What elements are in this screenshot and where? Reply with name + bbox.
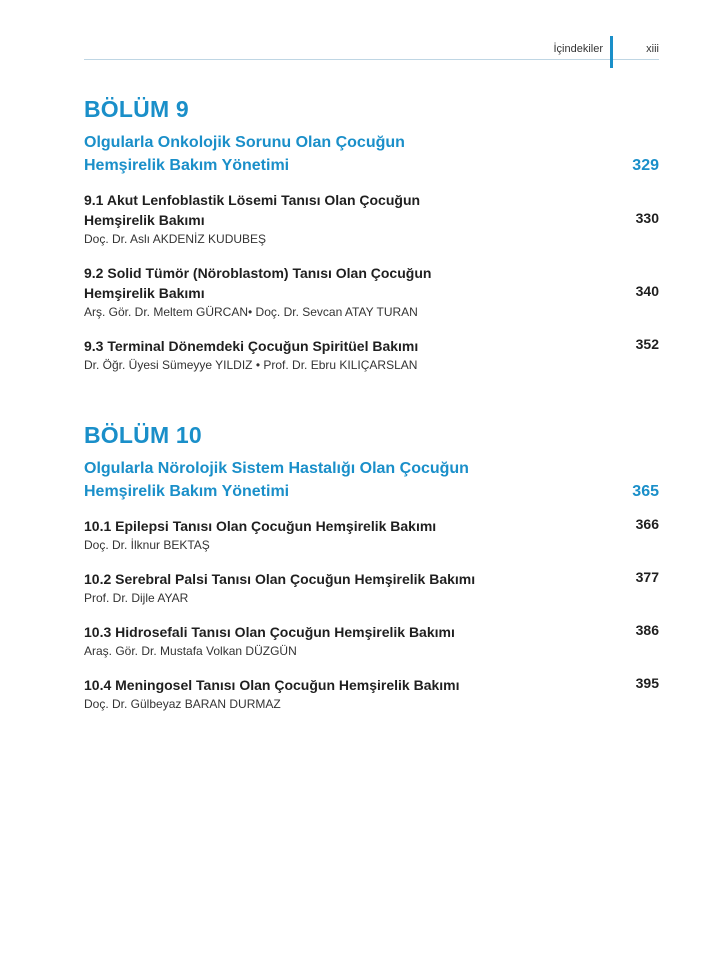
entry-title-line1: 10.4 Meningosel Tanısı Olan Çocuğun Hemşirelik Bakımı bbox=[84, 677, 460, 693]
toc-entry-10-2[interactable] bbox=[84, 569, 659, 607]
entry-page-number: 377 bbox=[635, 569, 659, 585]
entry-title-line1: 10.1 Epilepsi Tanısı Olan Çocuğun Hemşirelik Bakımı bbox=[84, 518, 437, 534]
entry-page-number: 330 bbox=[635, 210, 659, 226]
chapter-10 bbox=[84, 422, 659, 713]
entry-page-number: 340 bbox=[635, 283, 659, 299]
chapter-subtitle-link[interactable] bbox=[84, 131, 659, 177]
toc-entry-10-1[interactable] bbox=[84, 516, 659, 554]
chapter-page-number: 329 bbox=[632, 157, 659, 174]
toc-entry-9-3[interactable] bbox=[84, 336, 659, 374]
toc-entry-9-2[interactable] bbox=[84, 263, 659, 321]
toc-entry-10-3[interactable] bbox=[84, 622, 659, 660]
entry-title-line2: Hemşirelik Bakımı bbox=[84, 212, 205, 228]
entry-authors: Arş. Gör. Dr. Meltem GÜRCAN• Doç. Dr. Sevcan ATAY TURAN bbox=[84, 305, 418, 319]
entry-authors: Doç. Dr. İlknur BEKTAŞ bbox=[84, 538, 210, 552]
toc-entry-9-1[interactable] bbox=[84, 190, 659, 248]
toc-entry-10-4[interactable] bbox=[84, 675, 659, 713]
entry-title-line1: 9.1 Akut Lenfoblastik Lösemi Tanısı Olan Çocuğun bbox=[84, 192, 421, 208]
entry-title-line1: 10.3 Hidrosefali Tanısı Olan Çocuğun Hemşirelik Bakımı bbox=[84, 624, 455, 640]
chapter-subtitle-link[interactable] bbox=[84, 457, 659, 503]
header-page-number: xiii bbox=[646, 43, 659, 55]
entry-title-line2: Hemşirelik Bakımı bbox=[84, 285, 205, 301]
running-header bbox=[84, 34, 659, 60]
chapter-9 bbox=[84, 96, 659, 374]
entry-authors: Doç. Dr. Gülbeyaz BARAN DURMAZ bbox=[84, 697, 281, 711]
entry-authors: Araş. Gör. Dr. Mustafa Volkan DÜZGÜN bbox=[84, 644, 297, 658]
chapter-subtitle-line2: Hemşirelik Bakım Yönetimi bbox=[84, 483, 290, 500]
entry-authors: Prof. Dr. Dijle AYAR bbox=[84, 591, 189, 605]
entry-authors: Dr. Öğr. Üyesi Sümeyye YILDIZ • Prof. Dr. Ebru KILIÇARSLAN bbox=[84, 358, 418, 372]
entry-title-line1: 9.3 Terminal Dönemdeki Çocuğun Spiritüel Bakımı bbox=[84, 338, 419, 354]
entry-page-number: 352 bbox=[635, 336, 659, 352]
entry-title-line1: 10.2 Serebral Palsi Tanısı Olan Çocuğun Hemşirelik Bakımı bbox=[84, 571, 476, 587]
header-title: İçindekiler bbox=[553, 43, 603, 55]
header-divider bbox=[610, 36, 613, 68]
chapter-subtitle-line1: Olgularla Onkolojik Sorunu Olan Çocuğun bbox=[84, 134, 405, 151]
entry-authors: Doç. Dr. Aslı AKDENİZ KUDUBEŞ bbox=[84, 232, 267, 246]
entry-page-number: 366 bbox=[635, 516, 659, 532]
entry-page-number: 386 bbox=[635, 622, 659, 638]
entry-title-line1: 9.2 Solid Tümör (Nöroblastom) Tanısı Olan Çocuğun bbox=[84, 265, 432, 281]
chapter-subtitle-line2: Hemşirelik Bakım Yönetimi bbox=[84, 157, 290, 174]
chapter-title: BÖLÜM 9 bbox=[84, 96, 189, 122]
chapter-page-number: 365 bbox=[632, 483, 659, 500]
entry-page-number: 395 bbox=[635, 675, 659, 691]
chapter-title: BÖLÜM 10 bbox=[84, 422, 202, 448]
chapter-subtitle-line1: Olgularla Nörolojik Sistem Hastalığı Olan Çocuğun bbox=[84, 460, 469, 477]
